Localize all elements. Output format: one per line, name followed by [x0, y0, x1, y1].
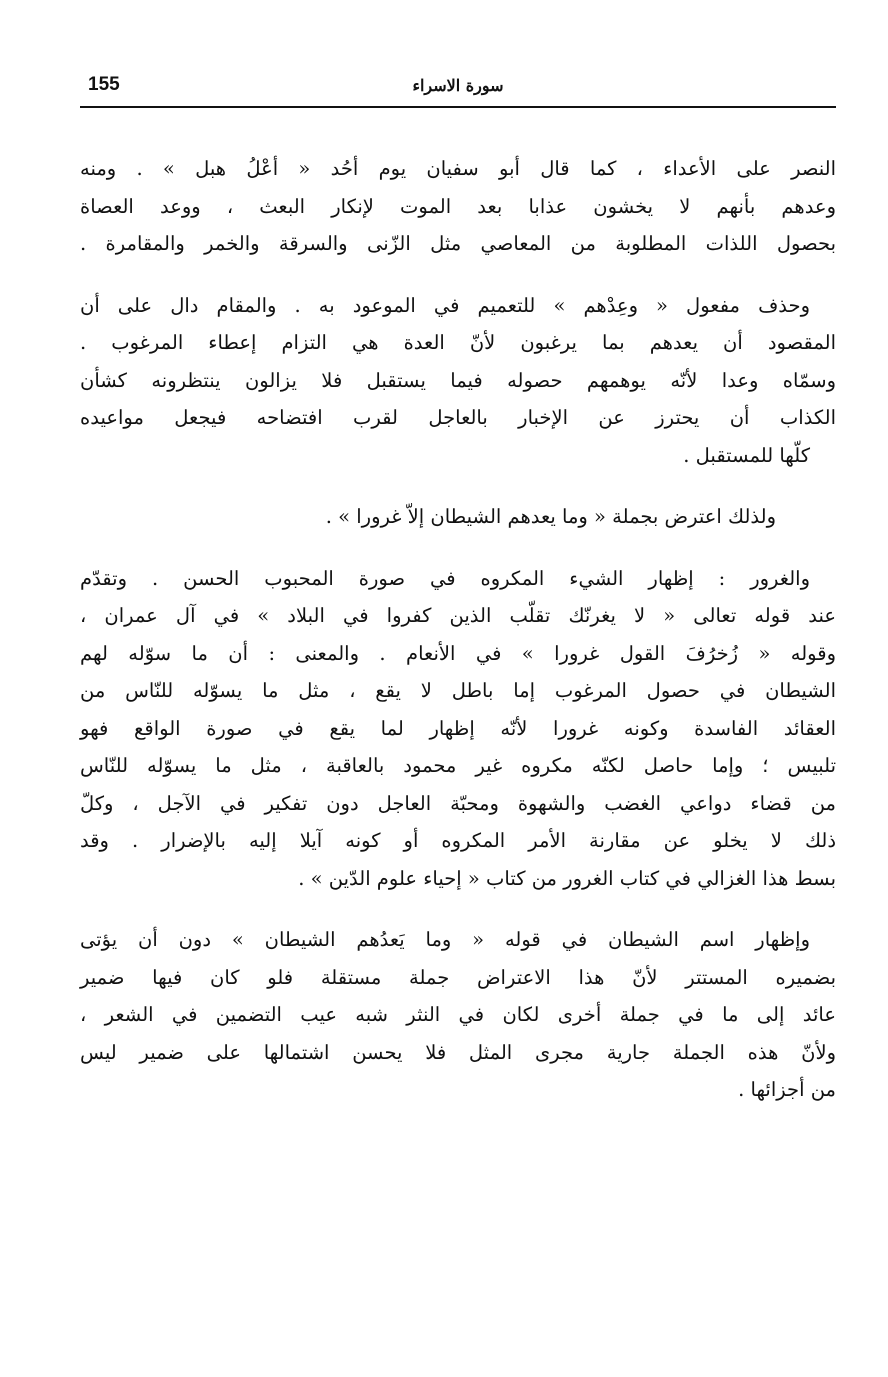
text-line: المقصود أن يعدهم بما يرغبون لأنّ العدة هي التزام إعطاء المرغوب .	[80, 331, 836, 354]
text-line: وقوله « زُخرُفَ القول غرورا » في الأنعام . والمعنى : أن ما سوّله لهم	[80, 641, 836, 665]
text-line: عند قوله تعالى « لا يغرنّك تقلّب الذين كفروا في البلاد » في آل عمران ،	[80, 604, 836, 627]
text-line: وحذف مفعول « وعِدْهم » للتعميم في الموعود به . والمقام دال على أن	[80, 293, 810, 317]
text-line: الشيطان في حصول المرغوب إما باطل لا يقع ، مثل ما يسوّله للنّاس من	[80, 679, 836, 702]
text-line: وإظهار اسم الشيطان في قوله « وما يَعدُهم الشيطان » دون أن يؤتى	[80, 928, 810, 951]
page-header	[80, 72, 836, 108]
paragraph-4	[80, 560, 836, 898]
text-line: والغرور : إظهار الشيء المكروه في صورة المحبوب الحسن . وتقدّم	[80, 566, 810, 590]
paragraph-1	[80, 150, 836, 263]
page-number: 155	[88, 74, 120, 95]
text-line: وسمّاه وعدا لأنّه يوهمهم حصوله فيما يستقبل فلا يزالون ينتظرونه كشأن	[80, 368, 836, 392]
text-line: عائد إلى ما في جملة أخرى لكان في النثر شبه عيب التضمين في الشعر ،	[80, 1003, 836, 1026]
text-line: ولأنّ هذه الجملة جارية مجرى المثل فلا يحسن اشتمالها على ضمير ليس	[80, 1040, 836, 1064]
paragraph-2	[80, 287, 836, 475]
text-line: ولذلك اعترض بجملة « وما يعدهم الشيطان إلاّ غرورا » .	[325, 505, 776, 528]
text-line: من قضاء دواعي الغضب والشهوة ومحبّة العاجل دون تفكير في الآجل ، وكلّ	[80, 791, 836, 815]
text-line: ذلك لا يخلو عن مقارنة الأمر المكروه أو كونه آيلا إليه بالإضرار . وقد	[80, 829, 836, 852]
text-line: بسط هذا الغزالي في كتاب الغرور من كتاب « إحياء علوم الدّين » .	[298, 866, 836, 890]
text-line: وعدهم بأنهم لا يخشون عذابا بعد الموت لإنكار البعث ، ووعد العصاة	[80, 194, 836, 218]
paragraph-3	[80, 498, 836, 536]
text-line: النصر على الأعداء ، كما قال أبو سفيان يوم أحُد « أعْلُ هبل » . ومنه	[80, 157, 836, 180]
text-line: الكذاب أن يحترز عن الإخبار بالعاجل لقرب افتضاحه فيجعل مواعيده	[80, 406, 836, 429]
page-body	[80, 150, 836, 1133]
text-line: تلبيس ؛ وإما حاصل لكنّه مكروه غير محمود بالعاقبة ، مثل ما يسوّله للنّاس	[80, 754, 836, 777]
running-title: سورة الاسراء	[412, 76, 504, 95]
text-line: كلّها للمستقبل .	[683, 443, 810, 467]
text-line: بحصول اللذات المطلوبة من المعاصي مثل الزّنى والسرقة والخمر والمقامرة .	[80, 232, 836, 255]
text-line: من أجزائها .	[738, 1078, 836, 1101]
text-line: العقائد الفاسدة وكونه غرورا لأنّه إظهار لما يقع في صورة الواقع فهو	[80, 716, 836, 740]
text-line: بضميره المستتر لأنّ هذا الاعتراض جملة مستقلة فلو كان فيها ضمير	[80, 965, 836, 989]
paragraph-5	[80, 921, 836, 1109]
